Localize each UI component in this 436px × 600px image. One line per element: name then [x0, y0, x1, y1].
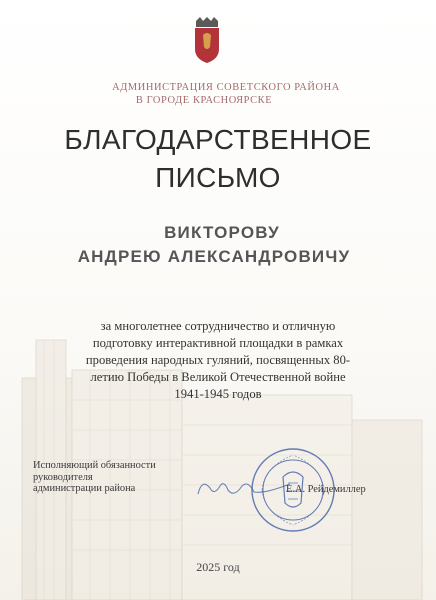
gratitude-text-line: 1941-1945 годов: [174, 387, 262, 401]
document-title-line2: ПИСЬМО: [155, 162, 281, 193]
recipient-name: АНДРЕЮ АЛЕКСАНДРОВИЧУ: [77, 247, 351, 266]
gratitude-text-line: подготовку интерактивной площадки в рамках: [92, 336, 344, 350]
gratitude-text-line: за многолетнее сотрудничество и отличную: [100, 319, 336, 333]
gratitude-text-line: летию Победы в Великой Отечественной войне: [90, 370, 346, 384]
document-year: 2025 год: [196, 560, 240, 574]
gratitude-text-line: проведения народных гуляний, посвященных 80-: [85, 353, 351, 367]
coat-of-arms-icon: [193, 17, 221, 63]
gratitude-text: [40, 318, 396, 403]
signatory-position-line: руководителя: [33, 471, 93, 483]
handwritten-signature: [194, 474, 294, 504]
document-title-line1: БЛАГОДАРСТВЕННОЕ: [64, 124, 372, 155]
administration-name-line1: АДМИНИСТРАЦИЯ СОВЕТСКОГО РАЙОНА: [112, 82, 340, 93]
administration-name-line2: В ГОРОДЕ КРАСНОЯРСКЕ: [135, 95, 273, 106]
signatory-position: [33, 460, 156, 495]
recipient-surname: ВИКТОРОВУ: [164, 223, 280, 242]
signer-name: Е.А. Рейдемиллер: [286, 484, 366, 495]
signatory-position-line: Исполняющий обязанности: [33, 460, 156, 471]
signatory-position-line: администрации района: [33, 483, 136, 494]
